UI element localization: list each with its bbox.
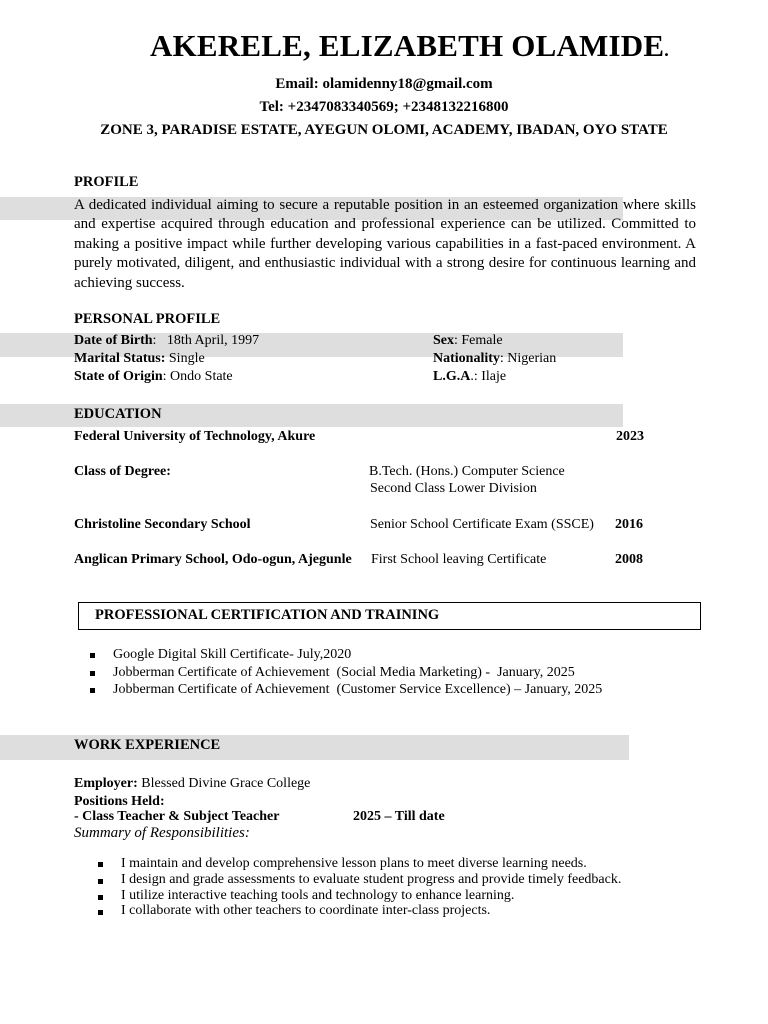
university-year: 2023 (616, 429, 644, 444)
education-heading: EDUCATION (74, 406, 162, 422)
bullet-icon (98, 910, 103, 915)
employer-label: Employer: (74, 776, 138, 791)
contact-email: Email: olamidenny18@gmail.com (275, 76, 493, 92)
contact-address: ZONE 3, PARADISE ESTATE, AYEGUN OLOMI, ACADEMY, IBADAN, OYO STATE (100, 122, 668, 138)
nationality-label: Nationality (433, 351, 500, 366)
certification-item: Jobberman Certificate of Achievement (Customer Service Excellence) – January, 2025 (113, 682, 603, 697)
dob-label: Date of Birth (74, 333, 153, 348)
responsibility-item: I design and grade assessments to evaluate student progress and provide timely feedback. (121, 872, 622, 887)
marital-value: Single (165, 351, 205, 366)
employer-row (74, 776, 310, 792)
work-heading: WORK EXPERIENCE (74, 737, 221, 753)
certification-item: Jobberman Certificate of Achievement (Social Media Marketing) - January, 2025 (113, 665, 575, 680)
profile-text: A dedicated individual aiming to secure a reputable position in an esteemed organization where skills and expertise acquired through education and professional experience can be utilized. Committed to making a positive impact while further developing various capabilities in a fast-paced environment. A purely motivated, diligent, and enthusiastic individual with a strong desire for continuous learning and achieving success. (74, 197, 696, 291)
positions-label: Positions Held: (74, 794, 165, 809)
candidate-name-text: AKERELE, ELIZABETH OLAMIDE (150, 28, 665, 63)
contact-tel: Tel: +2347083340569; +2348132216800 (259, 99, 509, 115)
dob-row (74, 333, 259, 349)
origin-row (74, 369, 233, 385)
bullet-icon (90, 688, 95, 693)
position-title: - Class Teacher & Subject Teacher (74, 809, 280, 824)
lga-label: L.G.A (433, 369, 471, 384)
personal-profile-heading: PERSONAL PROFILE (74, 311, 221, 327)
origin-value: : Ondo State (162, 369, 233, 384)
responsibility-item: I collaborate with other teachers to coordinate inter-class projects. (121, 903, 491, 918)
degree-line1: B.Tech. (Hons.) Computer Science (369, 464, 565, 479)
bullet-icon (98, 895, 103, 900)
nationality-value: : Nigerian (499, 351, 557, 366)
degree-line2: Second Class Lower Division (370, 481, 537, 496)
sex-value: : Female (454, 333, 503, 348)
degree-label: Class of Degree: (74, 464, 171, 479)
certification-item: Google Digital Skill Certificate- July,2020 (113, 647, 352, 662)
responsibility-item: I utilize interactive teaching tools and technology to enhance learning. (121, 888, 515, 903)
marital-label: Marital Status: (74, 351, 166, 366)
bullet-icon (90, 671, 95, 676)
secondary-year: 2016 (615, 517, 643, 532)
marital-row (74, 351, 205, 367)
employer-value: Blessed Divine Grace College (137, 776, 311, 791)
university-name: Federal University of Technology, Akure (74, 429, 316, 444)
candidate-name (150, 28, 669, 64)
primary-year: 2008 (615, 552, 643, 567)
lga-row (433, 369, 506, 385)
bullet-icon (98, 879, 103, 884)
sex-label: Sex (433, 333, 454, 348)
secondary-cert: Senior School Certificate Exam (SSCE) (370, 517, 594, 532)
candidate-name-suffix: . (664, 40, 669, 60)
nationality-row (433, 351, 556, 367)
profile-heading: PROFILE (74, 174, 139, 190)
origin-label: State of Origin (74, 369, 163, 384)
bullet-icon (98, 862, 103, 867)
primary-cert: First School leaving Certificate (371, 552, 547, 567)
dob-value: : 18th April, 1997 (152, 333, 260, 348)
responsibility-item: I maintain and develop comprehensive lesson plans to meet diverse learning needs. (121, 856, 587, 871)
summary-label: Summary of Responsibilities: (74, 825, 250, 841)
sex-row (433, 333, 503, 349)
secondary-school: Christoline Secondary School (74, 517, 251, 532)
bullet-icon (90, 653, 95, 658)
position-dates: 2025 – Till date (353, 809, 445, 824)
lga-value: .: Ilaje (470, 369, 507, 384)
primary-school: Anglican Primary School, Odo-ogun, Ajegunle (74, 552, 352, 567)
certification-heading: PROFESSIONAL CERTIFICATION AND TRAINING (95, 607, 440, 623)
